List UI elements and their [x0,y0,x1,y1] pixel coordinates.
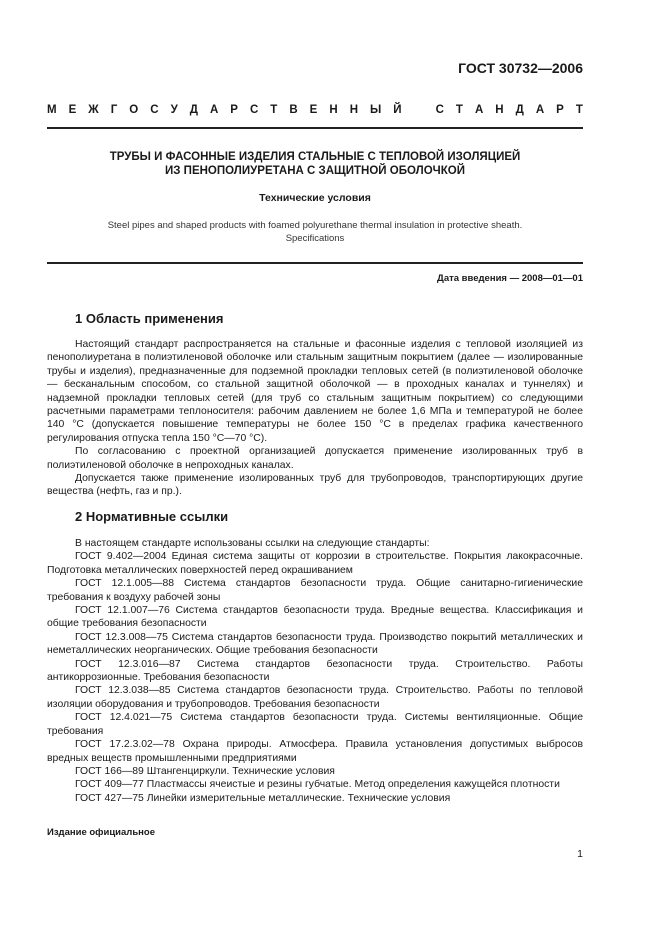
spaced-letter: Е [68,104,77,116]
english-title-line-2: Specifications [285,233,345,244]
spaced-letter: Н [329,104,338,116]
document-title [47,150,583,178]
spaced-letter: Т [270,104,278,116]
title-line-2: ИЗ ПЕНОПОЛИУРЕТАНА С ЗАЩИТНОЙ ОБОЛОЧКОЙ [165,165,465,177]
spaced-letter: Н [495,104,504,116]
spaced-letter: Н [349,104,358,116]
reference-item: ГОСТ 9.402—2004 Единая система защиты от коррозии в строительстве. Покрытия лакокрасочные. Подготовка металлических поверхностей перед окрашиванием [47,551,583,576]
section-2-body [47,537,583,805]
spaced-letter: Т [575,104,583,116]
reference-item: ГОСТ 427—75 Линейки измерительные металлические. Технические условия [75,792,451,804]
spaced-letter: М [47,104,57,116]
document-subtitle: Технические условия [259,192,371,204]
spaced-letter: У [170,104,178,116]
reference-item: ГОСТ 409—77 Пластмассы ячеистые и резины губчатые. Метод определения кажущейся плотности [75,779,560,791]
introduction-date: Дата введения — 2008—01—01 [437,273,583,284]
page-number: 1 [577,848,583,860]
standard-code: ГОСТ 30732—2006 [458,60,583,76]
spaced-letter: С [150,104,159,116]
spaced-letter: Г [110,104,118,116]
spaced-letter: А [209,104,219,116]
spaced-letter: В [289,104,298,116]
spaced-letter: Ж [88,104,99,116]
reference-list [47,550,583,805]
top-divider [47,127,583,129]
spaced-letter: Й [393,104,402,116]
title-divider [47,262,583,264]
reference-item: ГОСТ 12.4.021—75 Система стандартов безопасности труда. Системы вентиляционные. Общие требования [47,712,583,737]
interstate-standard-label [47,104,583,116]
reference-item: ГОСТ 12.3.008—75 Система стандартов безопасности труда. Производство покрытий металлических и неметаллических неорганических. Общие требования безопасности [47,631,583,657]
reference-item: ГОСТ 12.1.007—76 Система стандартов безопасности труда. Вредные вещества. Классификация и общие требования безопасности [47,605,583,630]
reference-item: ГОСТ 12.3.038—85 Система стандартов безопасности труда. Строительство. Работы по тепловой изоляции оборудования и трубопроводов. Требования безопасности [47,685,583,710]
section-1-body [47,338,583,499]
spaced-letter: С [435,104,444,116]
title-line-1: ТРУБЫ И ФАСОННЫЕ ИЗДЕЛИЯ СТАЛЬНЫЕ С ТЕПЛОВОЙ ИЗОЛЯЦИЕЙ [109,151,521,163]
official-edition-label: Издание официальное [47,827,155,838]
english-title [47,219,583,245]
spaced-letter: С [249,104,259,116]
section-1-heading: 1 Область применения [75,311,224,326]
letter-gap [414,104,424,116]
reference-item: ГОСТ 12.1.005—88 Система стандартов безопасности труда. Общие санитарно-гигиенические требования к воздуху рабочей зоны [47,578,583,603]
section-1-paragraph-1: Настоящий стандарт распространяется на стальные и фасонные изделия с тепловой изоляцией из пенополиуретана в полиэтиленовой оболочке или стальным защитным покрытием (далее — изолированные трубы и изделия), предназначенные для подземной прокладки тепловых сетей (в полиэтиленовой оболочке — бесканальным способом, со стальной защитной оболочкой — в проходных каналах и туннелях) и надземной прокладки тепловых сетей (для труб со стальным защитным покрытием) со следующими расчетными параметрами теплоносителя: рабочим давлением не более 1,6 МПа и температурой не более 140 °С (допускается повышение температуры не более 150 °С в пределах графика качественного регулирования отпуска тепла 150 °С—70 °С). [47,339,583,444]
spaced-letter: Е [309,104,318,116]
spaced-letter: Р [556,104,564,116]
section-1-paragraph-2: По согласованию с проектной организацией допускается применение изолированных труб в полиэтиленовой оболочке в непроходных каналах. [47,446,583,471]
section-2-intro: В настоящем стандарте использованы ссылки на следующие стандарты: [75,538,430,549]
section-2-heading: 2 Нормативные ссылки [75,509,229,524]
spaced-letter: О [129,104,139,116]
spaced-letter: Д [515,104,524,116]
spaced-letter: Д [189,104,198,116]
spaced-letter: А [474,104,484,116]
spaced-letter: А [535,104,545,116]
section-1-paragraph-3: Допускается также применение изолированных труб для трубопроводов, транспортирующих другие вещества (нефть, газ и пр.). [47,473,583,498]
reference-item: ГОСТ 166—89 Штангенциркули. Технические условия [75,765,335,777]
reference-item: ГОСТ 12.3.016—87 Система стандартов безопасности труда. Строительство. Работы антикоррозионные. Требования безопасности [47,658,583,684]
spaced-letter: Р [230,104,238,116]
spaced-letter: Ы [370,104,382,116]
english-title-line-1: Steel pipes and shaped products with foamed polyurethane thermal insulation in protective sheath. [107,220,523,231]
spaced-letter: Т [455,104,463,116]
reference-item: ГОСТ 17.2.3.02—78 Охрана природы. Атмосфера. Правила установления допустимых выбросов вредных веществ промышленными предприятиями [47,739,583,764]
